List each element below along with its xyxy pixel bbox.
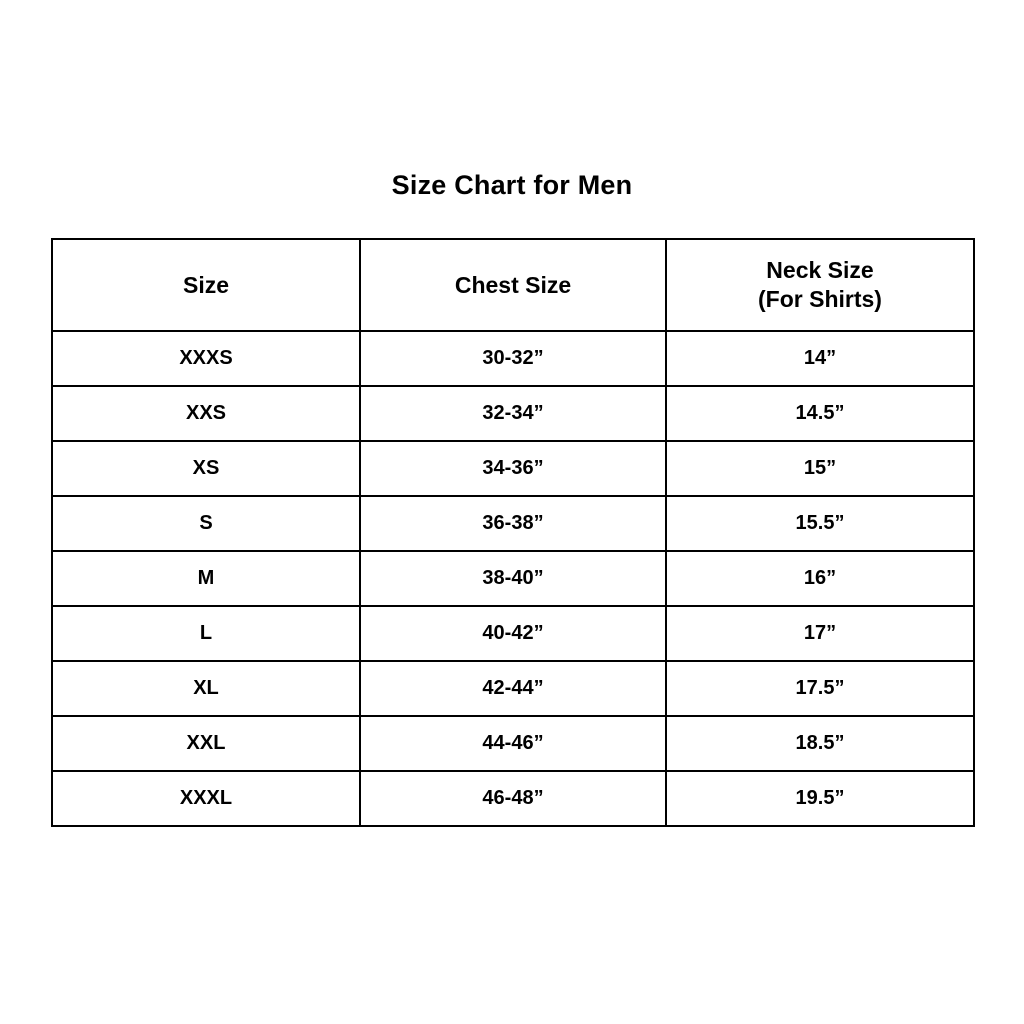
table-row bbox=[52, 496, 974, 551]
cell-chest: 42-44” bbox=[360, 661, 666, 716]
cell-size: L bbox=[52, 606, 360, 661]
cell-size: M bbox=[52, 551, 360, 606]
column-header-chest bbox=[360, 239, 666, 331]
cell-neck: 16” bbox=[666, 551, 974, 606]
cell-neck: 18.5” bbox=[666, 716, 974, 771]
cell-neck: 17.5” bbox=[666, 661, 974, 716]
cell-chest: 32-34” bbox=[360, 386, 666, 441]
table-row bbox=[52, 606, 974, 661]
column-header-neck-sublabel: (For Shirts) bbox=[758, 286, 882, 312]
table-row bbox=[52, 771, 974, 826]
cell-size: XXL bbox=[52, 716, 360, 771]
table-row bbox=[52, 661, 974, 716]
column-header-size bbox=[52, 239, 360, 331]
cell-chest: 40-42” bbox=[360, 606, 666, 661]
cell-size: S bbox=[52, 496, 360, 551]
cell-neck: 15” bbox=[666, 441, 974, 496]
cell-size: XS bbox=[52, 441, 360, 496]
table-row bbox=[52, 441, 974, 496]
column-header-size-label: Size bbox=[182, 271, 230, 298]
cell-neck: 15.5” bbox=[666, 496, 974, 551]
cell-neck: 17” bbox=[666, 606, 974, 661]
cell-chest: 44-46” bbox=[360, 716, 666, 771]
size-chart-table bbox=[51, 238, 975, 827]
cell-chest: 30-32” bbox=[360, 331, 666, 386]
cell-chest: 36-38” bbox=[360, 496, 666, 551]
cell-chest: 46-48” bbox=[360, 771, 666, 826]
cell-chest: 38-40” bbox=[360, 551, 666, 606]
cell-size: XXXL bbox=[52, 771, 360, 826]
cell-neck: 14” bbox=[666, 331, 974, 386]
cell-chest: 34-36” bbox=[360, 441, 666, 496]
column-header-neck bbox=[666, 239, 974, 331]
table-header-row bbox=[52, 239, 974, 331]
cell-neck: 19.5” bbox=[666, 771, 974, 826]
table-row bbox=[52, 551, 974, 606]
column-header-chest-label: Chest Size bbox=[454, 271, 572, 298]
cell-neck: 14.5” bbox=[666, 386, 974, 441]
table-row bbox=[52, 386, 974, 441]
table-row bbox=[52, 716, 974, 771]
page-title: Size Chart for Men bbox=[391, 170, 633, 200]
table-row bbox=[52, 331, 974, 386]
column-header-neck-label: Neck Size bbox=[766, 257, 874, 284]
cell-size: XXXS bbox=[52, 331, 360, 386]
cell-size: XL bbox=[52, 661, 360, 716]
cell-size: XXS bbox=[52, 386, 360, 441]
